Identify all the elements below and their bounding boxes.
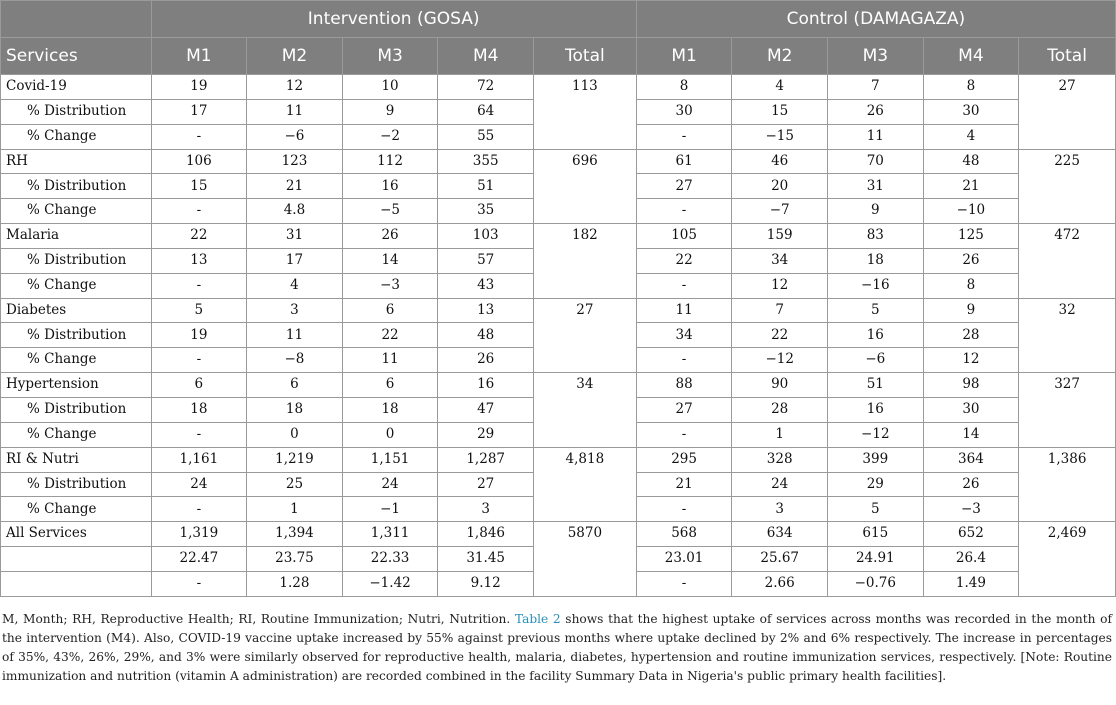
intervention-m4-cell: 31.45 [438,547,534,572]
control-m2-cell: 20 [732,174,828,199]
control-m1-cell: 34 [636,323,732,348]
service-label: RH [1,149,152,174]
control-total-cell: 1,386 [1019,447,1116,522]
intervention-m2-cell: 1,219 [247,447,343,472]
intervention-m3-cell: 1,151 [342,447,438,472]
intervention-m2-cell: 3 [247,298,343,323]
service-label: % Change [1,497,152,522]
control-m2-cell: 2.66 [732,571,828,596]
intervention-m1-cell: 22.47 [151,547,247,572]
intervention-m3-cell: 22.33 [342,547,438,572]
intervention-m4-cell: 1,846 [438,522,534,547]
control-m3-cell: −6 [828,348,924,373]
intervention-m3-cell: −3 [342,273,438,298]
intervention-m2-cell: 25 [247,472,343,497]
control-m2-cell: 46 [732,149,828,174]
intervention-m1-cell: 106 [151,149,247,174]
control-m3-cell: 9 [828,199,924,224]
intervention-m2-cell: 4 [247,273,343,298]
control-m4-cell: 30 [923,99,1019,124]
service-label: % Change [1,348,152,373]
table-row [1,149,1116,174]
intervention-m3-cell: 6 [342,298,438,323]
control-m3-cell: 70 [828,149,924,174]
control-total-cell: 327 [1019,373,1116,448]
intervention-m3-cell: −2 [342,124,438,149]
intervention-m1-cell: 17 [151,99,247,124]
service-label: % Distribution [1,397,152,422]
control-m1-cell: - [636,348,732,373]
control-m1-cell: 568 [636,522,732,547]
control-m1-cell: 27 [636,397,732,422]
control-m1-cell: 61 [636,149,732,174]
control-m3-cell: 16 [828,323,924,348]
service-label: Covid-19 [1,75,152,100]
intervention-m3-cell: −5 [342,199,438,224]
intervention-m4-cell: 64 [438,99,534,124]
control-m3-cell: 5 [828,298,924,323]
control-m1-cell: 27 [636,174,732,199]
control-m1-cell: - [636,199,732,224]
control-m4-cell: 125 [923,224,1019,249]
control-m4-cell: 21 [923,174,1019,199]
control-m3-cell: 83 [828,224,924,249]
control-m4-cell: 652 [923,522,1019,547]
control-month-header: M4 [923,38,1019,75]
control-month-header: M2 [732,38,828,75]
intervention-m1-cell: 1,161 [151,447,247,472]
control-m1-cell: 23.01 [636,547,732,572]
control-m3-cell: 31 [828,174,924,199]
intervention-m1-cell: - [151,497,247,522]
intervention-m3-cell: 10 [342,75,438,100]
intervention-total-cell: 113 [533,75,636,150]
intervention-m1-cell: 19 [151,75,247,100]
intervention-m4-cell: 48 [438,323,534,348]
service-label: % Change [1,124,152,149]
control-m4-cell: 8 [923,273,1019,298]
control-m3-cell: −16 [828,273,924,298]
control-total-cell: 225 [1019,149,1116,224]
table-row [1,224,1116,249]
control-m1-cell: 88 [636,373,732,398]
control-m1-cell: 11 [636,298,732,323]
intervention-m2-cell: 123 [247,149,343,174]
control-m4-cell: 28 [923,323,1019,348]
intervention-m3-cell: 11 [342,348,438,373]
service-label: RI & Nutri [1,447,152,472]
control-m4-cell: 364 [923,447,1019,472]
intervention-m1-cell: 19 [151,323,247,348]
control-m2-cell: 328 [732,447,828,472]
control-m4-cell: −10 [923,199,1019,224]
service-label: % Change [1,422,152,447]
intervention-m4-cell: 55 [438,124,534,149]
header-empty-cell [1,1,152,38]
control-m1-cell: 8 [636,75,732,100]
control-m2-cell: −15 [732,124,828,149]
control-m2-cell: 12 [732,273,828,298]
control-m1-cell: - [636,571,732,596]
intervention-total-cell: 34 [533,373,636,448]
service-label: Diabetes [1,298,152,323]
intervention-m3-cell: 26 [342,224,438,249]
table-row [1,75,1116,100]
intervention-m1-cell: - [151,199,247,224]
control-m3-cell: −12 [828,422,924,447]
control-m1-cell: - [636,422,732,447]
intervention-m2-cell: 1,394 [247,522,343,547]
control-m2-cell: 28 [732,397,828,422]
control-m2-cell: 25.67 [732,547,828,572]
intervention-m2-cell: 0 [247,422,343,447]
intervention-m4-cell: 47 [438,397,534,422]
intervention-m4-cell: 13 [438,298,534,323]
intervention-m3-cell: −1 [342,497,438,522]
intervention-m4-cell: 26 [438,348,534,373]
control-m4-cell: 26 [923,248,1019,273]
control-m4-cell: 12 [923,348,1019,373]
intervention-m1-cell: 22 [151,224,247,249]
control-m4-cell: 14 [923,422,1019,447]
control-m1-cell: - [636,273,732,298]
service-label: % Distribution [1,99,152,124]
intervention-m2-cell: 21 [247,174,343,199]
control-m2-cell: 22 [732,323,828,348]
intervention-m2-cell: 11 [247,323,343,348]
table-header [1,1,1116,75]
service-label [1,571,152,596]
intervention-m2-cell: 1 [247,497,343,522]
intervention-m2-cell: 23.75 [247,547,343,572]
control-m1-cell: 30 [636,99,732,124]
intervention-m4-cell: 72 [438,75,534,100]
control-m4-cell: 26.4 [923,547,1019,572]
header-column-row [1,38,1116,75]
intervention-m2-cell: 12 [247,75,343,100]
control-month-header: M1 [636,38,732,75]
intervention-m2-cell: −8 [247,348,343,373]
control-m3-cell: 615 [828,522,924,547]
control-total-cell: 32 [1019,298,1116,373]
intervention-m1-cell: - [151,348,247,373]
control-m1-cell: - [636,124,732,149]
table-body [1,75,1116,597]
control-m1-cell: 22 [636,248,732,273]
control-m4-cell: 98 [923,373,1019,398]
control-m3-cell: 24.91 [828,547,924,572]
footnote-text: M, Month; RH, Reproductive Health; RI, Routine Immunization; Nutri, Nutrition. [2,612,515,626]
services-header: Services [1,38,152,75]
intervention-m3-cell: 22 [342,323,438,348]
control-m4-cell: 9 [923,298,1019,323]
intervention-month-header: M1 [151,38,247,75]
intervention-m4-cell: 35 [438,199,534,224]
intervention-total-cell: 696 [533,149,636,224]
intervention-m1-cell: 6 [151,373,247,398]
control-m3-cell: 399 [828,447,924,472]
control-m3-cell: 18 [828,248,924,273]
control-m1-cell: 295 [636,447,732,472]
service-label: % Distribution [1,248,152,273]
control-total-cell: 27 [1019,75,1116,150]
service-label: Hypertension [1,373,152,398]
header-group-row [1,1,1116,38]
table-row [1,373,1116,398]
intervention-m2-cell: 6 [247,373,343,398]
intervention-m1-cell: 24 [151,472,247,497]
intervention-m2-cell: 1.28 [247,571,343,596]
intervention-m3-cell: 6 [342,373,438,398]
footnote-text-continued: shows that the highest uptake of services across months was recorded in the month of the intervention (M4). Also, COVID-19 vaccine uptake increased by 55% against previous months where uptake declined by 2% and 6% respectively. The increase in percentages of 35%, 43%, 26%, 29%, and 3% were similarly observed for reproductive health, malaria, diabetes, hypertension and routine immunization services, respectively. [Note: Routine immunization and nutrition (vitamin A administration) are recorded combined in the facility Summary Data in Nigeria's public primary health facilities]. [2,612,1112,683]
intervention-m3-cell: 9 [342,99,438,124]
control-total-cell: 2,469 [1019,522,1116,597]
intervention-m2-cell: −6 [247,124,343,149]
control-m2-cell: 1 [732,422,828,447]
control-m4-cell: −3 [923,497,1019,522]
intervention-total-cell: 4,818 [533,447,636,522]
intervention-m1-cell: 1,319 [151,522,247,547]
control-m3-cell: 29 [828,472,924,497]
control-m3-cell: 11 [828,124,924,149]
intervention-m2-cell: 11 [247,99,343,124]
table-footnote [2,610,1112,686]
control-m4-cell: 8 [923,75,1019,100]
control-m2-cell: −12 [732,348,828,373]
control-m4-cell: 26 [923,472,1019,497]
intervention-m4-cell: 29 [438,422,534,447]
control-m2-cell: 4 [732,75,828,100]
control-m2-cell: −7 [732,199,828,224]
intervention-m1-cell: - [151,571,247,596]
intervention-m1-cell: - [151,422,247,447]
intervention-m4-cell: 355 [438,149,534,174]
control-total-header: Total [1019,38,1116,75]
intervention-total-header: Total [533,38,636,75]
table-row [1,522,1116,547]
intervention-m3-cell: 24 [342,472,438,497]
control-month-header: M3 [828,38,924,75]
control-m1-cell: - [636,497,732,522]
intervention-m3-cell: 1,311 [342,522,438,547]
group-control-header: Control (DAMAGAZA) [636,1,1115,38]
intervention-m4-cell: 9.12 [438,571,534,596]
intervention-m4-cell: 103 [438,224,534,249]
service-label: % Change [1,199,152,224]
control-total-cell: 472 [1019,224,1116,299]
intervention-m4-cell: 43 [438,273,534,298]
intervention-m3-cell: 112 [342,149,438,174]
control-m3-cell: 7 [828,75,924,100]
service-label: Malaria [1,224,152,249]
intervention-m2-cell: 31 [247,224,343,249]
table-row [1,298,1116,323]
intervention-m2-cell: 17 [247,248,343,273]
control-m4-cell: 30 [923,397,1019,422]
intervention-month-header: M3 [342,38,438,75]
intervention-m4-cell: 3 [438,497,534,522]
service-label [1,547,152,572]
intervention-total-cell: 5870 [533,522,636,597]
control-m1-cell: 21 [636,472,732,497]
control-m2-cell: 24 [732,472,828,497]
intervention-m4-cell: 57 [438,248,534,273]
control-m3-cell: 16 [828,397,924,422]
control-m2-cell: 15 [732,99,828,124]
intervention-m4-cell: 27 [438,472,534,497]
control-m2-cell: 34 [732,248,828,273]
service-label: % Distribution [1,472,152,497]
intervention-m1-cell: 18 [151,397,247,422]
control-m2-cell: 634 [732,522,828,547]
service-label: % Distribution [1,323,152,348]
intervention-total-cell: 27 [533,298,636,373]
intervention-m4-cell: 1,287 [438,447,534,472]
intervention-m4-cell: 16 [438,373,534,398]
intervention-month-header: M4 [438,38,534,75]
intervention-total-cell: 182 [533,224,636,299]
control-m3-cell: 51 [828,373,924,398]
table-row [1,447,1116,472]
control-m3-cell: 5 [828,497,924,522]
service-label: % Change [1,273,152,298]
control-m4-cell: 4 [923,124,1019,149]
control-m2-cell: 3 [732,497,828,522]
intervention-m3-cell: 16 [342,174,438,199]
control-m1-cell: 105 [636,224,732,249]
intervention-m3-cell: 18 [342,397,438,422]
intervention-m1-cell: - [151,273,247,298]
intervention-m1-cell: 5 [151,298,247,323]
control-m4-cell: 1.49 [923,571,1019,596]
intervention-m2-cell: 4.8 [247,199,343,224]
intervention-m2-cell: 18 [247,397,343,422]
service-label: All Services [1,522,152,547]
intervention-m1-cell: 13 [151,248,247,273]
group-intervention-header: Intervention (GOSA) [151,1,636,38]
intervention-month-header: M2 [247,38,343,75]
intervention-m1-cell: - [151,124,247,149]
control-m4-cell: 48 [923,149,1019,174]
control-m2-cell: 159 [732,224,828,249]
control-m2-cell: 90 [732,373,828,398]
intervention-m3-cell: −1.42 [342,571,438,596]
service-label: % Distribution [1,174,152,199]
intervention-m3-cell: 14 [342,248,438,273]
table-2-link[interactable]: Table 2 [514,612,561,626]
control-m2-cell: 7 [732,298,828,323]
intervention-m1-cell: 15 [151,174,247,199]
control-m3-cell: 26 [828,99,924,124]
intervention-m3-cell: 0 [342,422,438,447]
intervention-m4-cell: 51 [438,174,534,199]
control-m3-cell: −0.76 [828,571,924,596]
